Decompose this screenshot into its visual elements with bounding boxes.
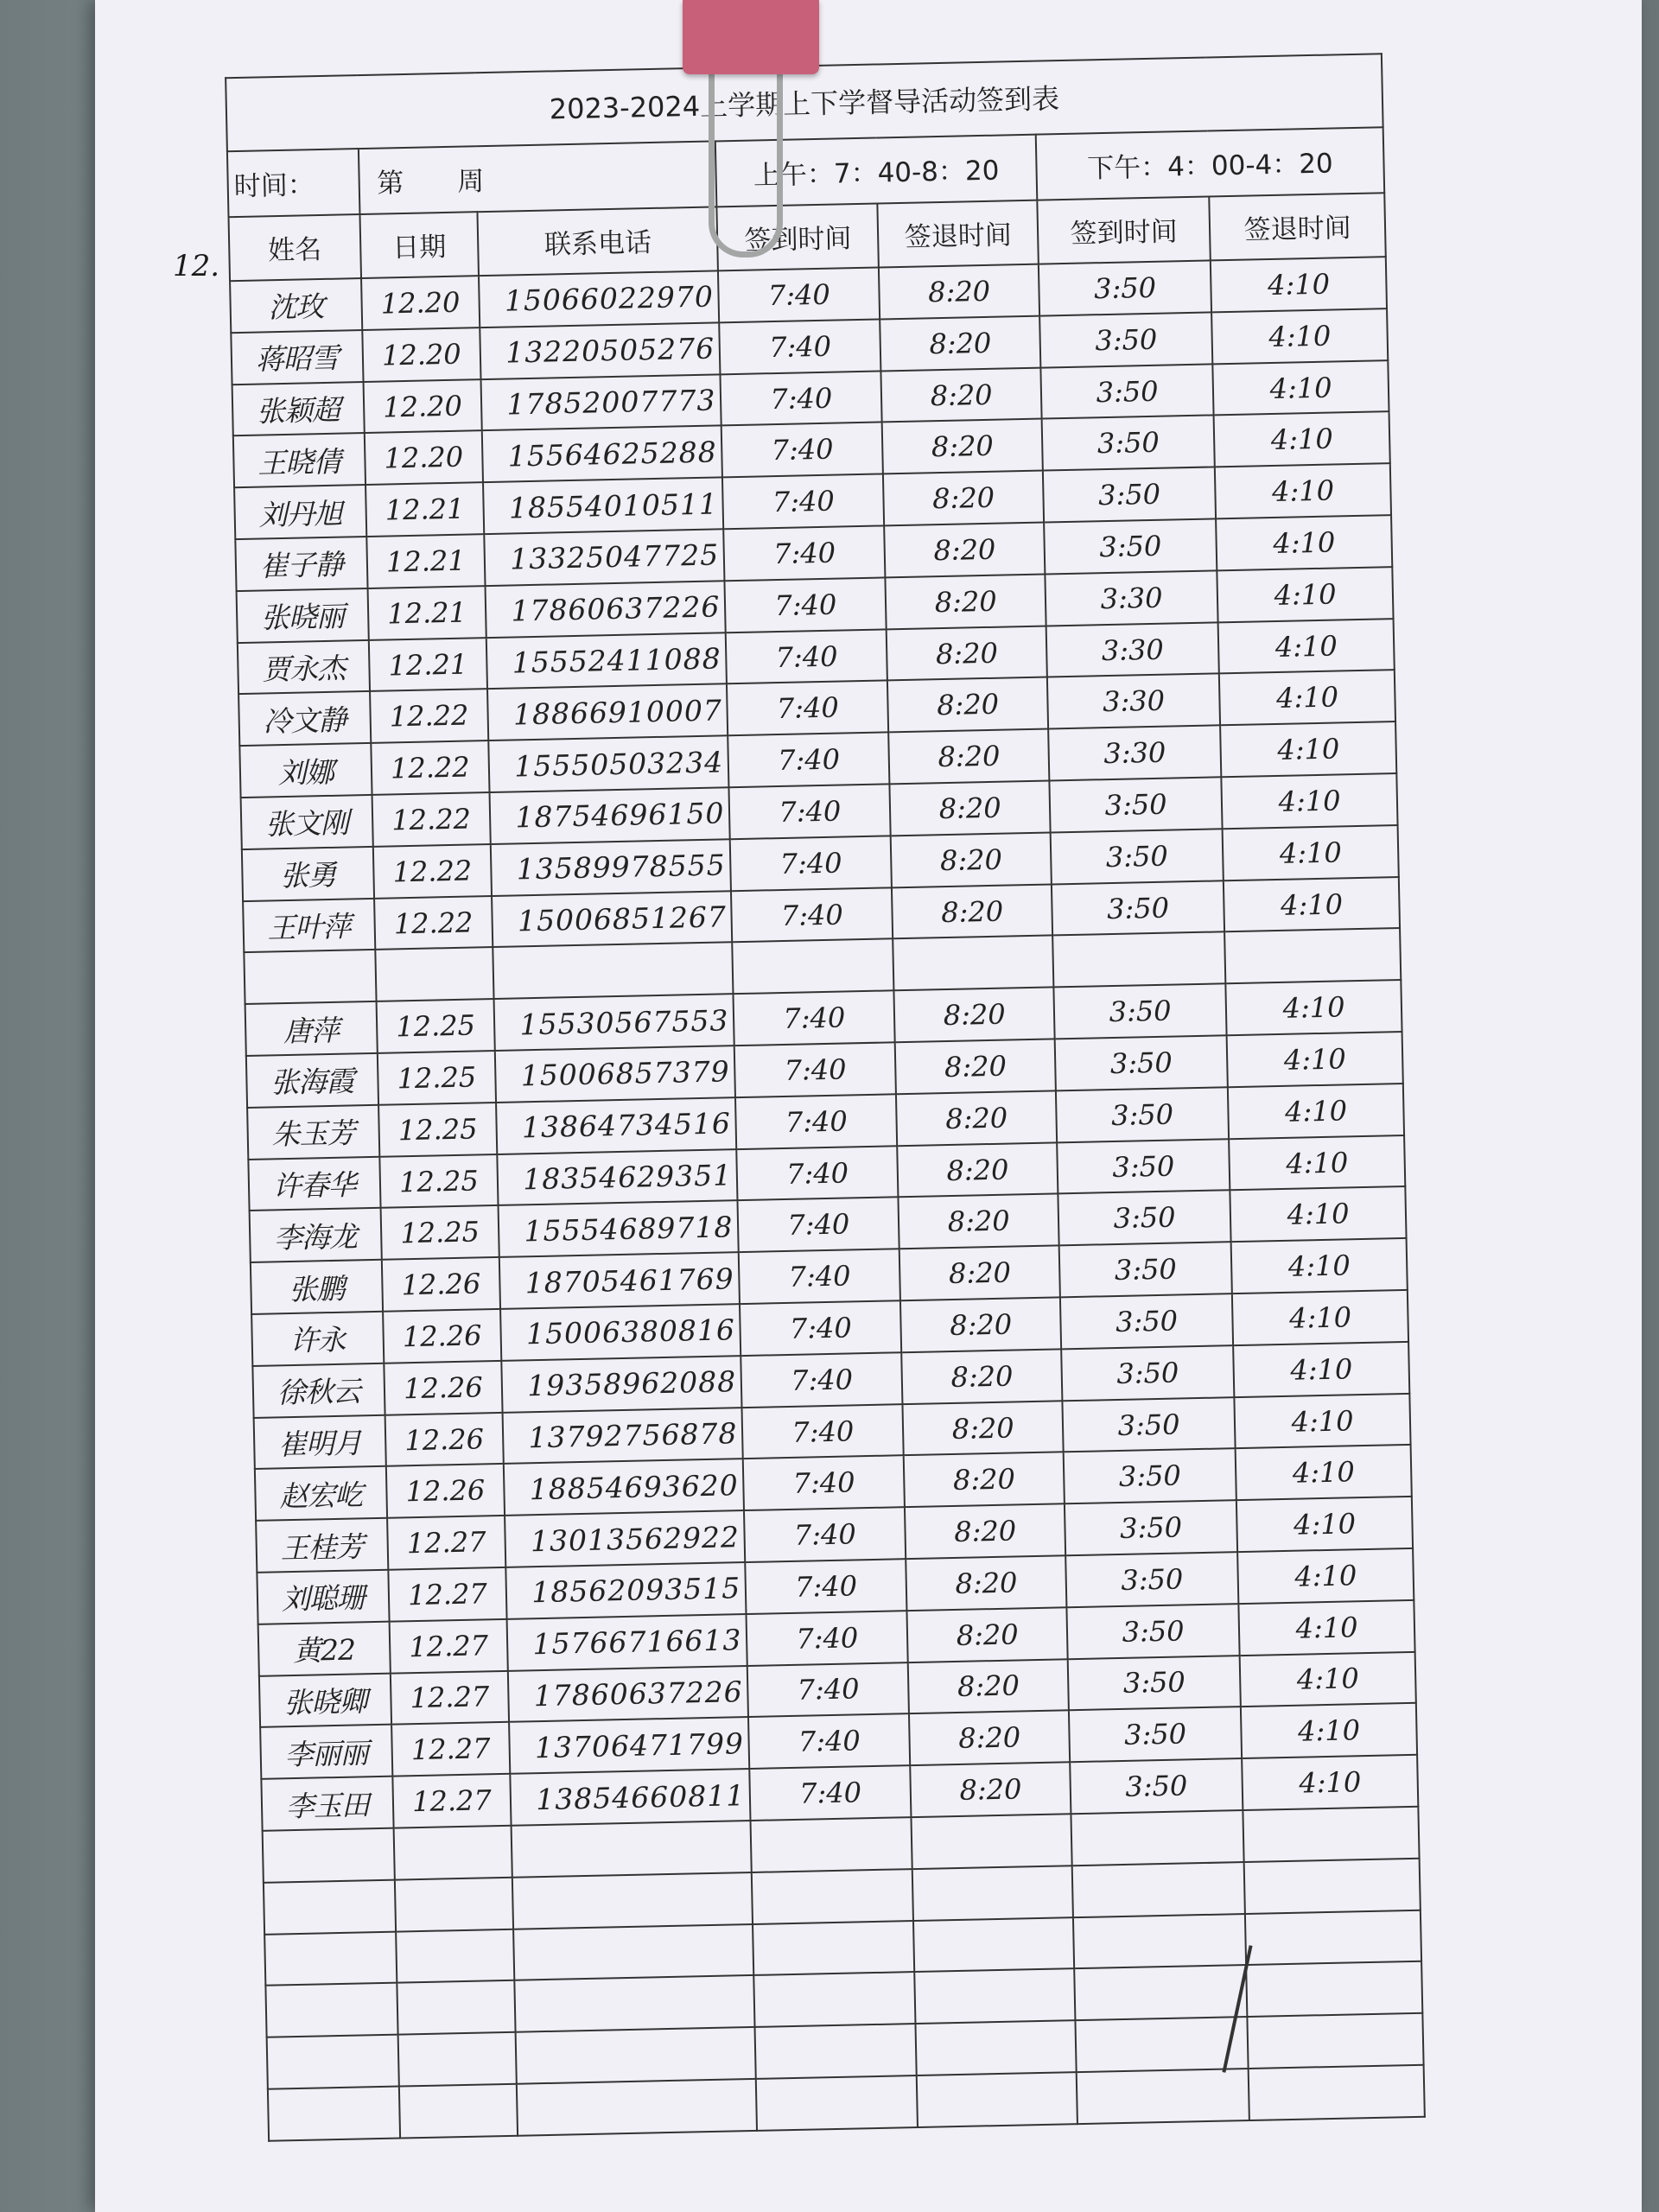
cell-am-sign-out: 8:20 bbox=[890, 781, 1051, 836]
cell-phone: 13864734516 bbox=[496, 1097, 736, 1154]
cell-phone: 15552411088 bbox=[486, 632, 727, 690]
header-date: 日期 bbox=[359, 212, 479, 278]
sheet-title: 2023-2024上学期上下学督导活动签到表 bbox=[226, 54, 1382, 151]
cell-pm-sign-out: 4:10 bbox=[1230, 1186, 1407, 1242]
cell-am-sign-in: 7:40 bbox=[741, 1352, 902, 1408]
cell-am-sign-in: 7:40 bbox=[729, 784, 891, 839]
cell-pm-sign-in: 3:50 bbox=[1062, 1397, 1236, 1452]
cell-phone: 15554689718 bbox=[499, 1201, 739, 1258]
cell-name: 刘丹旭 bbox=[234, 485, 366, 539]
cell-am-sign-out: 8:20 bbox=[895, 1039, 1056, 1094]
cell-pm-sign-out bbox=[1243, 1807, 1420, 1862]
cell-name: 王叶萍 bbox=[243, 899, 375, 953]
cell-phone: 18354629351 bbox=[498, 1149, 738, 1206]
cell-name: 张颖超 bbox=[232, 382, 365, 436]
cell-pm-sign-in: 3:50 bbox=[1051, 829, 1224, 884]
cell-phone: 13220505276 bbox=[480, 322, 721, 379]
cell-pm-sign-out: 4:10 bbox=[1223, 825, 1399, 880]
cell-date bbox=[397, 2032, 517, 2087]
cell-date: 12.25 bbox=[379, 1154, 499, 1209]
cell-am-sign-in bbox=[753, 1921, 914, 1976]
cell-am-sign-out: 8:20 bbox=[894, 988, 1055, 1043]
afternoon-time: 下午：4：00-4：20 bbox=[1036, 127, 1385, 200]
cell-am-sign-out: 8:20 bbox=[904, 1452, 1065, 1508]
cell-am-sign-out: 8:20 bbox=[883, 471, 1044, 526]
cell-am-sign-in: 7:40 bbox=[731, 887, 893, 943]
cell-pm-sign-out: 4:10 bbox=[1224, 877, 1400, 932]
cell-date: 12.22 bbox=[372, 844, 492, 899]
cell-date: 12.27 bbox=[388, 1567, 507, 1622]
cell-pm-sign-out: 4:10 bbox=[1214, 412, 1390, 467]
cell-pm-sign-in: 3:50 bbox=[1065, 1552, 1239, 1607]
cell-date: 12.27 bbox=[389, 1619, 508, 1674]
cell-date: 12.26 bbox=[385, 1413, 504, 1467]
cell-am-sign-in: 7:40 bbox=[719, 319, 880, 374]
cell-am-sign-out: 8:20 bbox=[906, 1555, 1067, 1611]
cell-am-sign-in: 7:40 bbox=[730, 836, 892, 891]
cell-am-sign-in: 7:40 bbox=[745, 1559, 906, 1614]
time-label: 时间： bbox=[227, 149, 359, 217]
cell-am-sign-in: 7:40 bbox=[728, 733, 889, 788]
cell-name: 李玉田 bbox=[261, 1777, 393, 1831]
cell-pm-sign-out: 4:10 bbox=[1231, 1238, 1408, 1294]
cell-am-sign-out: 8:20 bbox=[881, 367, 1042, 423]
cell-am-sign-in: 7:40 bbox=[743, 1456, 905, 1511]
cell-name: 张勇 bbox=[242, 847, 374, 901]
cell-am-sign-in: 7:40 bbox=[734, 1042, 896, 1097]
cell-name: 赵宏屹 bbox=[255, 1466, 387, 1521]
cell-am-sign-in: 7:40 bbox=[718, 268, 880, 323]
cell-pm-sign-in bbox=[1075, 2017, 1249, 2072]
cell-pm-sign-out: 4:10 bbox=[1232, 1290, 1408, 1345]
header-pm-sign-in: 签到时间 bbox=[1037, 196, 1211, 264]
cell-am-sign-out: 8:20 bbox=[886, 574, 1046, 629]
cell-pm-sign-in bbox=[1074, 1965, 1248, 2020]
cell-pm-sign-out: 4:10 bbox=[1220, 721, 1396, 777]
binder-clip bbox=[683, 0, 819, 74]
week-label: 第 周 bbox=[358, 141, 716, 214]
cell-phone bbox=[512, 1821, 752, 1878]
cell-pm-sign-in: 3:50 bbox=[1066, 1604, 1240, 1659]
cell-phone: 15564625288 bbox=[482, 426, 722, 483]
margin-note: 12. bbox=[173, 249, 220, 283]
cell-phone: 18754696150 bbox=[490, 787, 730, 844]
cell-am-sign-out: 8:20 bbox=[907, 1607, 1068, 1662]
cell-date: 12.22 bbox=[374, 896, 493, 950]
cell-pm-sign-out: 4:10 bbox=[1216, 515, 1392, 570]
cell-am-sign-in: 7:40 bbox=[736, 1146, 898, 1201]
cell-am-sign-out: 8:20 bbox=[898, 1142, 1058, 1198]
cell-name: 许春华 bbox=[248, 1156, 380, 1211]
cell-am-sign-in: 7:40 bbox=[739, 1249, 900, 1304]
cell-date bbox=[393, 1826, 512, 1880]
cell-am-sign-in: 7:40 bbox=[747, 1611, 908, 1666]
cell-date bbox=[398, 2084, 518, 2139]
cell-am-sign-in: 7:40 bbox=[747, 1662, 909, 1718]
cell-am-sign-in: 7:40 bbox=[721, 423, 883, 478]
cell-am-sign-in bbox=[753, 1972, 915, 2027]
cell-name: 张晓卿 bbox=[259, 1673, 391, 1727]
cell-pm-sign-in: 3:50 bbox=[1040, 364, 1214, 419]
cell-am-sign-in: 7:40 bbox=[744, 1507, 906, 1562]
cell-am-sign-out: 8:20 bbox=[891, 832, 1052, 887]
cell-pm-sign-out bbox=[1244, 1859, 1421, 1914]
cell-name: 蒋昭雪 bbox=[231, 330, 363, 385]
cell-am-sign-out: 8:20 bbox=[879, 264, 1039, 320]
cell-date: 12.22 bbox=[371, 741, 490, 795]
cell-phone: 18854693620 bbox=[504, 1459, 744, 1516]
cell-pm-sign-out: 4:10 bbox=[1235, 1394, 1411, 1449]
cell-date: 12.25 bbox=[380, 1205, 499, 1260]
cell-pm-sign-out: 4:10 bbox=[1237, 1548, 1414, 1604]
cell-pm-sign-in: 3:30 bbox=[1047, 674, 1221, 729]
cell-date: 12.25 bbox=[378, 1103, 498, 1157]
cell-pm-sign-in bbox=[1077, 2069, 1250, 2124]
cell-pm-sign-in: 3:30 bbox=[1045, 570, 1218, 626]
cell-date: 12.26 bbox=[384, 1361, 503, 1415]
cell-am-sign-out: 8:20 bbox=[887, 677, 1048, 733]
cell-name: 刘聪珊 bbox=[257, 1570, 389, 1624]
cell-date: 12.20 bbox=[362, 327, 481, 382]
cell-pm-sign-in: 3:50 bbox=[1061, 1345, 1235, 1401]
cell-am-sign-out bbox=[912, 1866, 1073, 1921]
cell-pm-sign-in: 3:50 bbox=[1065, 1500, 1238, 1555]
cell-name: 李丽丽 bbox=[260, 1725, 392, 1779]
cell-phone: 18866910007 bbox=[487, 684, 728, 741]
cell-pm-sign-out: 4:10 bbox=[1236, 1497, 1413, 1552]
cell-am-sign-in: 7:40 bbox=[749, 1765, 911, 1821]
cell-phone: 18562093515 bbox=[506, 1562, 747, 1619]
cell-date: 12.20 bbox=[361, 276, 480, 330]
cell-phone: 13325047725 bbox=[485, 529, 725, 586]
cell-phone: 19358962088 bbox=[502, 1356, 742, 1413]
cell-name: 许永 bbox=[251, 1312, 384, 1366]
cell-pm-sign-in: 3:50 bbox=[1043, 467, 1217, 523]
cell-am-sign-out: 8:20 bbox=[896, 1090, 1057, 1146]
cell-date: 12.21 bbox=[366, 534, 486, 588]
cell-am-sign-in: 7:40 bbox=[726, 629, 887, 684]
cell-am-sign-in bbox=[752, 1869, 913, 1924]
cell-am-sign-in bbox=[732, 939, 893, 995]
cell-name: 王晓倩 bbox=[233, 433, 365, 487]
cell-am-sign-out: 8:20 bbox=[909, 1711, 1070, 1766]
cell-name bbox=[244, 950, 376, 1004]
cell-date: 12.22 bbox=[372, 792, 491, 847]
cell-am-sign-in: 7:40 bbox=[725, 577, 887, 632]
cell-date: 12.26 bbox=[381, 1257, 500, 1312]
cell-pm-sign-out: 4:10 bbox=[1213, 360, 1389, 416]
cell-phone bbox=[513, 1924, 753, 1981]
cell-pm-sign-out: 4:10 bbox=[1228, 1084, 1404, 1139]
cell-date: 12.21 bbox=[368, 638, 487, 692]
cell-date bbox=[396, 1929, 515, 1983]
cell-am-sign-out: 8:20 bbox=[889, 729, 1050, 785]
cell-name bbox=[263, 1828, 395, 1883]
cell-pm-sign-out: 4:10 bbox=[1219, 671, 1395, 726]
cell-pm-sign-out: 4:10 bbox=[1218, 619, 1395, 674]
cell-name: 李海龙 bbox=[250, 1208, 382, 1262]
cell-phone bbox=[512, 1872, 753, 1929]
cell-pm-sign-out: 4:10 bbox=[1227, 1032, 1403, 1087]
cell-pm-sign-in: 3:50 bbox=[1059, 1242, 1233, 1297]
cell-phone: 17860637226 bbox=[508, 1666, 748, 1723]
cell-pm-sign-in: 3:50 bbox=[1060, 1294, 1234, 1349]
cell-name: 张晓丽 bbox=[237, 588, 369, 643]
cell-am-sign-out: 8:20 bbox=[900, 1297, 1061, 1352]
cell-phone: 13706471799 bbox=[509, 1717, 749, 1774]
cell-pm-sign-in: 3:50 bbox=[1044, 518, 1217, 574]
cell-phone bbox=[515, 1975, 755, 2032]
cell-pm-sign-out: 4:10 bbox=[1229, 1135, 1405, 1191]
cell-pm-sign-out: 4:10 bbox=[1240, 1651, 1416, 1707]
cell-am-sign-in: 7:40 bbox=[734, 991, 895, 1046]
cell-phone: 15766716613 bbox=[507, 1614, 747, 1671]
cell-date: 12.22 bbox=[370, 690, 489, 744]
cell-pm-sign-in: 3:30 bbox=[1046, 622, 1220, 677]
cell-pm-sign-in: 3:50 bbox=[1064, 1449, 1237, 1504]
cell-phone bbox=[517, 2079, 757, 2136]
cell-pm-sign-out: 4:10 bbox=[1211, 257, 1387, 312]
cell-name: 张海霞 bbox=[246, 1053, 378, 1108]
cell-name: 黄22 bbox=[258, 1622, 391, 1676]
sign-in-table bbox=[225, 53, 1426, 2142]
cell-am-sign-out: 8:20 bbox=[911, 1762, 1071, 1817]
cell-am-sign-out bbox=[916, 2020, 1077, 2075]
cell-pm-sign-in bbox=[1073, 1914, 1247, 1969]
cell-name bbox=[267, 2035, 399, 2089]
cell-pm-sign-out: 4:10 bbox=[1239, 1600, 1415, 1656]
header-am-sign-in: 签到时间 bbox=[717, 203, 880, 270]
cell-phone: 13854660811 bbox=[511, 1769, 751, 1826]
cell-name bbox=[268, 2087, 400, 2141]
cell-pm-sign-out bbox=[1245, 1910, 1421, 1965]
cell-phone: 15006857379 bbox=[495, 1046, 735, 1103]
cell-date: 12.20 bbox=[363, 379, 482, 434]
cell-name: 沈玫 bbox=[230, 278, 362, 333]
cell-date: 12.20 bbox=[364, 431, 483, 486]
cell-phone: 15006851267 bbox=[492, 891, 732, 948]
cell-am-sign-out bbox=[912, 1814, 1072, 1869]
cell-pm-sign-in: 3:50 bbox=[1052, 880, 1225, 936]
cell-name bbox=[264, 1879, 396, 1934]
cell-phone: 17852007773 bbox=[481, 374, 721, 431]
cell-pm-sign-in: 3:50 bbox=[1069, 1707, 1243, 1762]
cell-name: 王桂芳 bbox=[256, 1518, 388, 1573]
cell-pm-sign-out: 4:10 bbox=[1241, 1703, 1417, 1758]
cell-am-sign-in bbox=[756, 2075, 918, 2131]
cell-pm-sign-in: 3:50 bbox=[1055, 1035, 1229, 1090]
cell-date bbox=[375, 947, 494, 1001]
cell-pm-sign-out: 4:10 bbox=[1226, 980, 1402, 1035]
cell-phone: 13792756878 bbox=[503, 1408, 743, 1465]
cell-name bbox=[265, 1983, 397, 2037]
cell-phone: 15530567553 bbox=[494, 994, 734, 1051]
cell-date: 12.27 bbox=[387, 1516, 506, 1570]
cell-am-sign-in: 7:40 bbox=[735, 1094, 897, 1149]
cell-pm-sign-out: 4:10 bbox=[1211, 308, 1388, 364]
cell-phone: 13013562922 bbox=[505, 1510, 745, 1567]
cell-am-sign-out: 8:20 bbox=[899, 1246, 1060, 1301]
cell-name: 张文刚 bbox=[241, 795, 373, 849]
cell-name bbox=[264, 1931, 397, 1986]
cell-am-sign-out bbox=[915, 1969, 1076, 2024]
cell-date bbox=[397, 1980, 516, 2035]
cell-am-sign-out: 8:20 bbox=[887, 626, 1047, 681]
cell-name: 崔明月 bbox=[254, 1414, 386, 1469]
cell-name: 朱玉芳 bbox=[247, 1105, 379, 1160]
cell-name: 冷文静 bbox=[238, 691, 371, 746]
cell-am-sign-in: 7:40 bbox=[738, 1198, 899, 1253]
cell-name: 崔子静 bbox=[235, 537, 367, 591]
cell-pm-sign-out: 4:10 bbox=[1233, 1342, 1409, 1397]
cell-am-sign-out: 8:20 bbox=[908, 1659, 1069, 1714]
cell-pm-sign-in bbox=[1052, 932, 1226, 988]
cell-pm-sign-in bbox=[1072, 1862, 1246, 1917]
cell-am-sign-out: 8:20 bbox=[880, 315, 1041, 371]
cell-am-sign-in bbox=[755, 2024, 917, 2079]
cell-pm-sign-out: 4:10 bbox=[1215, 463, 1391, 518]
cell-phone bbox=[516, 2027, 756, 2084]
cell-date: 12.25 bbox=[377, 1051, 496, 1105]
cell-name: 唐萍 bbox=[245, 1001, 378, 1056]
cell-pm-sign-out bbox=[1249, 2065, 1425, 2120]
cell-am-sign-out: 8:20 bbox=[899, 1194, 1059, 1249]
cell-pm-sign-in: 3:50 bbox=[1039, 261, 1212, 316]
cell-date: 12.27 bbox=[390, 1670, 509, 1725]
cell-am-sign-in: 7:40 bbox=[722, 474, 884, 530]
cell-date: 12.21 bbox=[367, 586, 486, 640]
cell-phone: 18554010511 bbox=[483, 478, 723, 535]
cell-pm-sign-out bbox=[1248, 2013, 1424, 2069]
cell-phone: 15006380816 bbox=[500, 1304, 741, 1361]
header-phone: 联系电话 bbox=[478, 207, 718, 276]
cell-pm-sign-in: 3:50 bbox=[1039, 312, 1213, 367]
cell-name: 贾永杰 bbox=[238, 640, 370, 695]
cell-am-sign-out: 8:20 bbox=[905, 1504, 1065, 1560]
cell-phone: 13589978555 bbox=[491, 839, 731, 896]
cell-am-sign-out: 8:20 bbox=[902, 1349, 1063, 1404]
cell-am-sign-out: 8:20 bbox=[892, 884, 1052, 939]
cell-name: 张鹏 bbox=[251, 1260, 383, 1314]
cell-pm-sign-in: 3:50 bbox=[1070, 1758, 1243, 1814]
cell-pm-sign-in: 3:50 bbox=[1042, 416, 1216, 471]
cell-date: 12.27 bbox=[391, 1722, 511, 1777]
cell-pm-sign-in bbox=[1071, 1810, 1244, 1866]
cell-am-sign-out bbox=[893, 936, 1054, 991]
cell-name: 刘娜 bbox=[239, 743, 372, 798]
cell-pm-sign-in: 3:50 bbox=[1068, 1656, 1242, 1711]
cell-am-sign-in: 7:40 bbox=[727, 681, 888, 736]
cell-pm-sign-in: 3:50 bbox=[1049, 777, 1223, 832]
cell-pm-sign-out: 4:10 bbox=[1236, 1445, 1412, 1500]
cell-am-sign-out: 8:20 bbox=[882, 419, 1043, 474]
morning-time: 上午：7：40-8：20 bbox=[715, 134, 1037, 207]
cell-pm-sign-out bbox=[1246, 1961, 1422, 2017]
cell-pm-sign-out: 4:10 bbox=[1242, 1755, 1418, 1810]
cell-pm-sign-in: 3:30 bbox=[1048, 726, 1222, 781]
cell-phone: 15066022970 bbox=[479, 270, 719, 327]
cell-date: 12.26 bbox=[385, 1464, 505, 1518]
cell-am-sign-in: 7:40 bbox=[721, 371, 882, 426]
binder-clip-wire bbox=[709, 60, 783, 257]
cell-pm-sign-in: 3:50 bbox=[1057, 1139, 1230, 1194]
cell-pm-sign-out: 4:10 bbox=[1222, 773, 1398, 829]
cell-date: 12.27 bbox=[392, 1774, 512, 1828]
cell-am-sign-out: 8:20 bbox=[885, 523, 1046, 578]
sign-in-sheet bbox=[225, 53, 1426, 2142]
cell-date: 12.21 bbox=[365, 482, 485, 537]
cell-am-sign-in: 7:40 bbox=[740, 1300, 901, 1356]
cell-am-sign-in bbox=[751, 1817, 912, 1872]
cell-am-sign-in: 7:40 bbox=[742, 1404, 904, 1459]
cell-name: 徐秋云 bbox=[252, 1363, 385, 1418]
cell-am-sign-in: 7:40 bbox=[748, 1714, 910, 1770]
cell-pm-sign-out: 4:10 bbox=[1217, 567, 1394, 622]
cell-date: 12.26 bbox=[383, 1309, 502, 1363]
cell-am-sign-out: 8:20 bbox=[903, 1401, 1064, 1456]
cell-phone: 15550503234 bbox=[489, 736, 729, 793]
header-name: 姓名 bbox=[229, 214, 361, 281]
cell-pm-sign-in: 3:50 bbox=[1058, 1191, 1231, 1246]
cell-pm-sign-out bbox=[1224, 928, 1401, 983]
cell-date bbox=[394, 1878, 513, 1932]
cell-phone: 17860637226 bbox=[486, 581, 726, 638]
cell-pm-sign-in: 3:50 bbox=[1056, 1087, 1230, 1142]
cell-date: 12.25 bbox=[376, 999, 495, 1053]
cell-am-sign-in: 7:40 bbox=[723, 525, 885, 581]
cell-am-sign-out bbox=[917, 2072, 1077, 2127]
cell-phone bbox=[493, 943, 734, 1000]
cell-am-sign-out bbox=[913, 1917, 1074, 1973]
header-pm-sign-out: 签退时间 bbox=[1210, 193, 1386, 260]
cell-phone: 18705461769 bbox=[499, 1252, 740, 1309]
header-am-sign-out: 签退时间 bbox=[878, 200, 1039, 267]
cell-pm-sign-in: 3:50 bbox=[1053, 983, 1227, 1039]
